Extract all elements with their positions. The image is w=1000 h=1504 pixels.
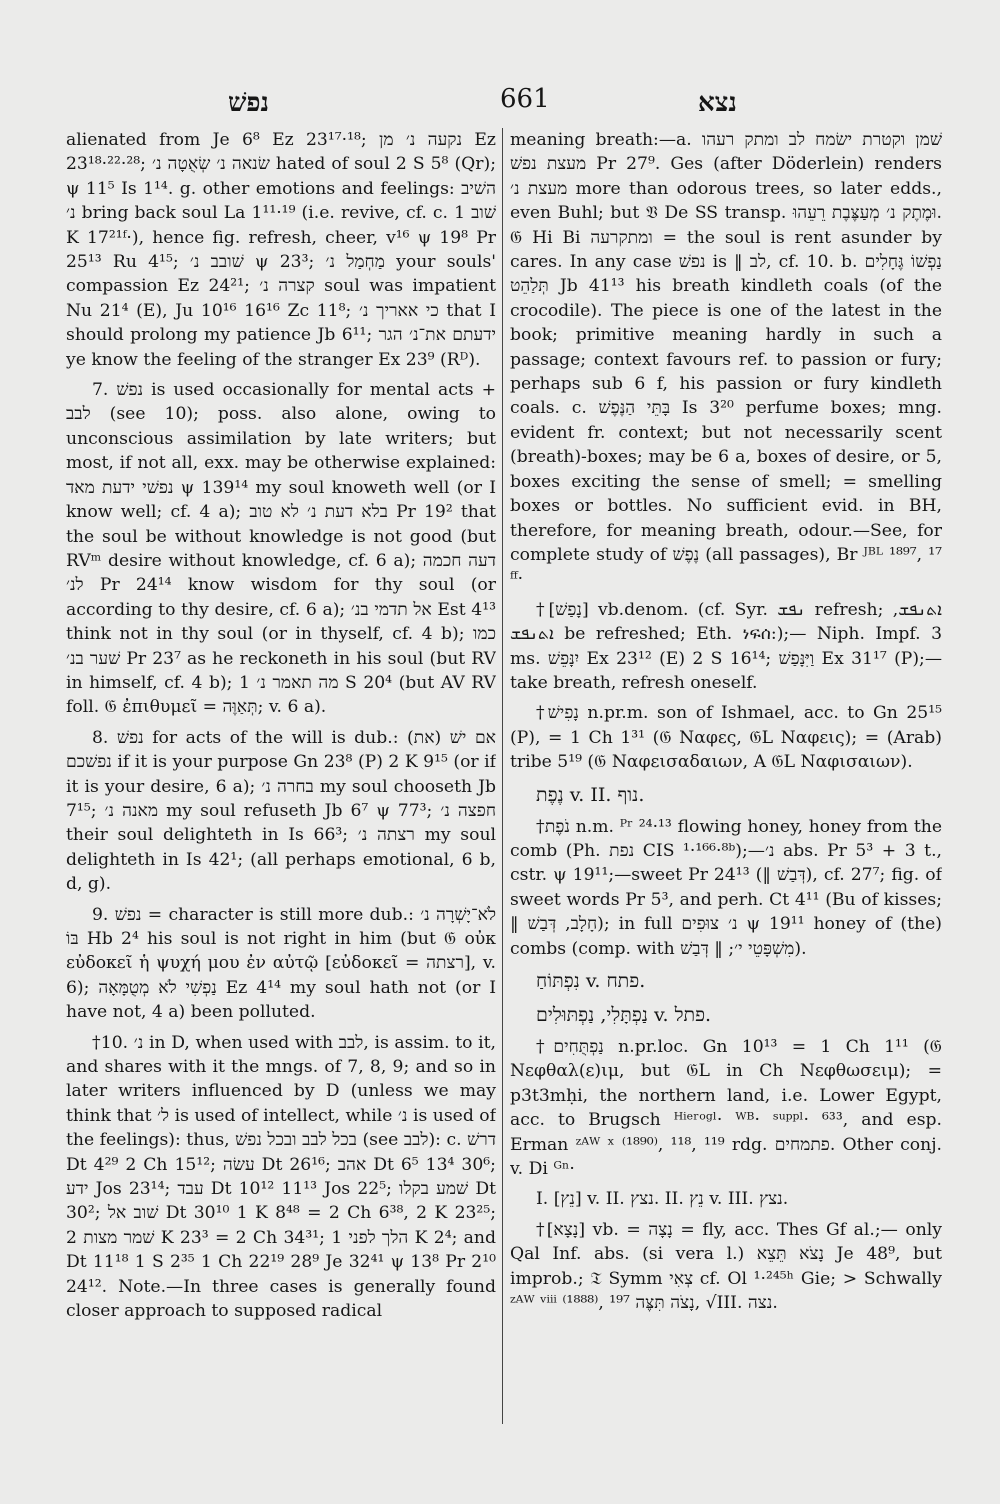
running-head — [60, 78, 940, 126]
entry: נִפְתּוֹחַ v. פתח. — [536, 970, 646, 992]
entry: †[נָפַשׁ] vb.denom. (cf. Syr. ܢܦܫ refresh; ܐܬܢܦܫ, ܐܬܢܦܫ be refreshed; Eth. ነፍሰ:);— Niph. Impf. 3 ms. יִנָּפֵשׁ Ex 23¹² (E) 2 S 16¹⁴; וַיִּנָּפַשׁ Ex 31¹⁷ (P);—take breath, refresh oneself. — [510, 599, 942, 693]
paragraph: meaning breath:—a. שׁמן וקטרת ישׂמח לב ומתק רעהו מעצת נפשׁ Pr 27⁹. Ges (after Döderlein) renders מעצת נ׳ more than odorous trees, so later edds., even Buhl; but 𝔙 De SS transp. וּמֶתֶק נ׳ מְעַצֶּבֶת רֵעֵהוּ. 𝔊 Hi Bi ומתקרעה = the soul is rent asunder by cares. In any case נפשׁ is ‖ לב, cf. 10. b. נַפְשׁוֹ גֶּחָלִים תְּלַהֵט Jb 41¹³ his breath kindleth coals (of the crocodile). The piece is one of the latest in the book; primitive meaning hardly in such a passage; context favours ref. to passion or fury; perhaps sub 6 f, his passion or fury kindleth coals. c. בָּתֵּי הַנֶּפֶשׁ Is 3²⁰ perfume boxes; mng. evident fr. context; but not necessarily scent (breath)-boxes; may be 6 a, boxes of desire, or 5, boxes exciting the sense of smell; = smelling boxes or bottles. No sufficient evid. in BH, therefore, for meaning breath, odour.—See, for complete study of נֶפֶשׁ (all passages), Br ᴶᴮᴸ ¹⁸⁹⁷, ¹⁷ ᶠᶠ· — [510, 130, 942, 590]
paragraph: alienated from Je 6⁸ Ez 23¹⁷·¹⁸; נקעה נ׳ מן Ez 23¹⁸·²²·²⁸; שׂנאה נ׳ שְׂאֻטָה נ׳ hated of soul 2 S 5⁸ (Qr); ψ 11⁵ Is 1¹⁴. g. other emotions and feelings: השׁיב נ׳ bring back soul La 1¹¹·¹⁹ (i.e. revive, cf. c. שׁוב 1 K 17²¹ᶠ·), hence fig. refresh, cheer, v¹⁶ ψ 19⁸ Pr 25¹³ Ru 4¹⁵; שׁובב נ׳ ψ 23³; מַחְמַל נ׳ your souls' compassion Ez 24²¹; קצרה נ׳ soul was impatient Nu 21⁴ (E), Ju 10¹⁶ 16¹⁶ Zc 11⁸; כי אאריך נ׳ that I should prolong my patience Jb 6¹¹; ידעתם את־נ׳ הגר ye know the feeling of the stranger Ex 23⁹ (Rᴰ). — [66, 130, 496, 370]
entry: I. [נֵץ] v. II. נצץ. II. נֵץ v. III. נצץ. — [536, 1189, 789, 1210]
page-number: 661 — [500, 84, 550, 114]
headword-left: נפשׁ — [228, 88, 270, 118]
entry: נֶפֶת v. II. נוף. — [536, 783, 645, 806]
left-column — [66, 128, 496, 1448]
entry: †נָפִישׁ n.pr.m. son of Ishmael, acc. to Gn 25¹⁵ (P), = 1 Ch 1³¹ (𝔊 Ναφες, 𝔊L Ναφεις); = (Arab) tribe 5¹⁹ (𝔊 Ναφεισαδαιων, A 𝔊L Ναφισαιων). — [510, 703, 942, 773]
entry: †נַפְתֻּחִים n.pr.loc. Gn 10¹³ = 1 Ch 1¹¹ (𝔊 Νεφθαλ(ε)ιμ, but 𝔊L in Ch Νεφθωσειμ); = p3t3mḥi, the northern land, i.e. Lower Egypt, acc. to Brugsch ᴴⁱᵉʳᵒᵍˡ· ᵂᴮ· ˢᵘᵖᵖˡ· ⁶³³, and esp. Erman ᶻᴬᵂ ˣ ⁽¹⁸⁹⁰⁾, ¹¹⁸, ¹¹⁹ rdg. פתמחים. Other conj. v. Di ᴳⁿ· — [510, 1037, 942, 1180]
entry: †[נָצָא] vb. = נָצָה = fly, acc. Thes Gf al.;— only Qal Inf. abs. (si vera l.) נָצֹא תֵּצֵא Je 48⁹, but improb.; 𝔗 Symm צְאִי cf. Ol ¹·²⁴⁵ʰ Gie; > Schwally ᶻᴬᵂ ᵛⁱⁱⁱ ⁽¹⁸⁸⁸⁾, ¹⁹⁷ נָצֹה תִּצֶּה, √III. נצה. — [510, 1219, 942, 1314]
entry: נַפְתָּלִי, נַפְתּוּלִים v. פתל. — [536, 1004, 712, 1026]
paragraph: 9. נפשׁ = character is still more dub.: לֹא־יָשְׁרָה נ׳ בּוֹ Hb 2⁴ his soul is not right in him (but 𝔊 οὐκ εὐδοκεῖ ἡ ψυχή μου ἐν αὐτῷ [εὐδοκεῖ = רצתה], v. 6); נַפְשִׁי לֹא מְטֻמָּאָה Ez 4¹⁴ my soul hath not (or I have not, 4 a) been polluted. — [66, 904, 496, 1023]
column-divider — [502, 128, 503, 1424]
paragraph: †10. נ׳ in D, when used with לבב, is assim. to it, and shares with it the mngs. of 7, 8, 9; and so in later writers influenced by D (unless we may think that ל׳ is used of intellect, while נ׳ is used of the feelings): thus, בכל לבב ובכל נפשׁ (see לבב): c. דרשׁ Dt 4²⁹ 2 Ch 15¹²; עשׂה Dt 26¹⁶; אהב Dt 6⁵ 13⁴ 30⁶; ידע Jos 23¹⁴; עבד Dt 10¹² 11¹³ Jos 22⁵; שׁמע בקלו Dt 30²; שׁוב אל Dt 30¹⁰ 1 K 8⁴⁸ = 2 Ch 6³⁸, 2 K 23²⁵; שׁמר מצות 2 K 23³ = 2 Ch 34³¹; הלך לפני 1 K 2⁴; and Dt 11¹⁸ 1 S 2³⁵ 1 Ch 22¹⁹ 28⁹ Je 32⁴¹ ψ 13⁸ Pr 2¹⁰ 24¹². Note.—In three cases is generally found closer approach to supposed radical — [66, 1032, 496, 1322]
paragraph: 7. נפשׁ is used occasionally for mental acts + לבב (see 10); poss. also alone, owing to unconscious assimilation by late writers; but most, if not all, exx. may be otherwise explained: נפשׁי ידעת מאד ψ 139¹⁴ my soul knoweth well (or I know well; cf. 4 a); בלא דעת נ׳ לא טוב Pr 19² that the soul be without knowledge is not good (but RVᵐ desire without knowledge, cf. 6 a); דעה חכמה לנ׳ Pr 24¹⁴ know wisdom for thy soul (or according to thy desire, cf. 6 a); אל תדמי בנ׳ Est 4¹³ think not in thy soul (or in thyself, cf. 4 b); כמו שׁער בנ׳ Pr 23⁷ as he reckoneth in his soul (but RV in himself, cf. 4 b); מה תאמר נ׳ 1 S 20⁴ (but AV RV foll. 𝔊 ἐπιθυμεῖ = תְּאַוֶּה; v. 6 a). — [66, 380, 496, 718]
paragraph: 8. נפשׁ for acts of the will is dub.: אם ישׁ (את) נפשׁכם if it is your purpose Gn 23⁸ (P) 2 K 9¹⁵ (or if it is your desire, 6 a); בחרה נ׳ my soul chooseth Jb 7¹⁵; מאנה נ׳ my soul refuseth Jb 6⁷ ψ 77³; חפצה נ׳ their soul delighteth in Is 66³; רצתה נ׳ my soul delighteth in Is 42¹; (all perhaps emotional, 6 b, d, g). — [66, 727, 496, 895]
right-column — [510, 128, 942, 1448]
headword-right: נצא — [698, 88, 737, 118]
entry: †נֹפֶת n.m. ᴾʳ ²⁴·¹³ flowing honey, honey from the comb (Ph. נפת CIS ¹·¹⁶⁶·⁸ᵇ);—נ׳ abs. Pr 5³ + 3 t., cstr. ψ 19¹¹;—sweet Pr 24¹³ (‖ דְּבַשׁ), cf. 27⁷; fig. of sweet words Pr 5³, and perh. Ct 4¹¹ (Bu of kisses; ‖ חָלָב, דְּבַשׁ); in full נ׳ צוּפִים ψ 19¹¹ honey of (the) combs (comp. with מִשְׁפָּטֵי י׳; ‖ דְּבַשׁ). — [510, 816, 942, 959]
